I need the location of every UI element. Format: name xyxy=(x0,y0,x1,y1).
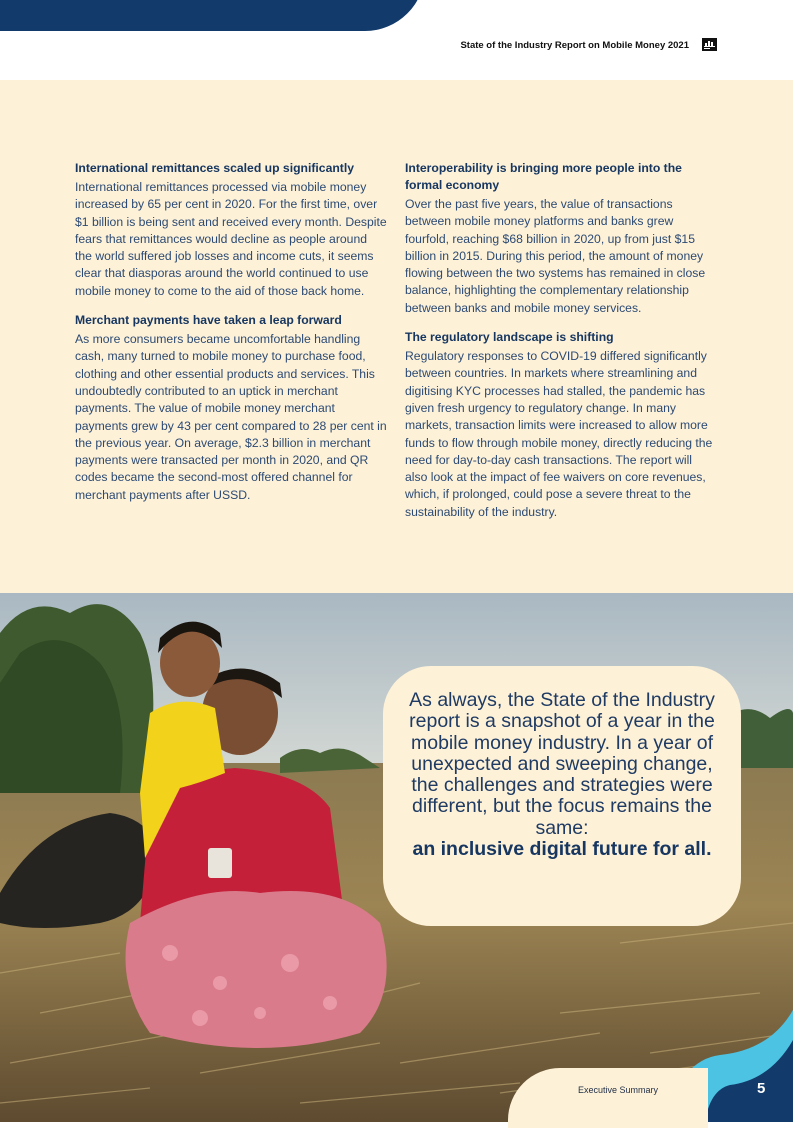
section-merchant-payments xyxy=(75,312,387,504)
report-title: State of the Industry Report on Mobile Money 2021 xyxy=(460,40,689,51)
report-logo-icon xyxy=(702,38,717,51)
pull-quote-text: As always, the State of the Industry report is a snapshot of a year in the mobile money industry. In a year of unexpected and sweeping change, the challenges and strategies were different, but the focus remains the same: xyxy=(409,689,715,839)
header-navy-tab xyxy=(0,0,425,31)
pull-quote-emphasis: an inclusive digital future for all. xyxy=(412,838,712,861)
section-label: Executive Summary xyxy=(578,1085,659,1095)
section-remittances xyxy=(75,160,387,300)
section-heading: The regulatory landscape is shifting xyxy=(405,330,614,345)
section-body: Regulatory responses to COVID-19 differed significantly between countries. In markets where streamlining and digitising KYC processes had stalled, the pandemic has given fresh urgency to regulatory change. In many markets, transaction limits were increased to allow more funds to flow through mobile money, directly reducing the need for day-to-day cash transactions. The report will also look at the impact of fee waivers on core revenues, which, if prolonged, could pose a severe threat to the sustainability of the industry. xyxy=(405,349,713,519)
pull-quote xyxy=(383,666,741,926)
section-regulatory xyxy=(405,329,717,521)
section-heading: Interoperability is bringing more people into the formal economy xyxy=(405,161,682,192)
section-interoperability xyxy=(405,160,717,317)
section-body: As more consumers became uncomfortable handling cash, many turned to mobile money to purchase food, clothing and other essential products and services. This undoubtedly contributed to an uptick in merchant payments. The value of mobile money merchant payments grew by 43 per cent compared to 28 per cent in the previous year. On average, $2.3 billion in merchant payments were transacted per month in 2020, and QR codes became the second-most offered channel for merchant payments after USSD. xyxy=(75,332,387,502)
left-column xyxy=(75,160,387,516)
section-body: International remittances processed via mobile money increased by 65 per cent in 2020. For the first time, over $1 billion is being sent and received every month. Despite fears that remittances would decline as people around the world suffered job losses and income cuts, it seems clear that diasporas around the world continued to use mobile money to come to the aid of those back home. xyxy=(75,180,387,298)
section-body: Over the past five years, the value of transactions between mobile money platforms and banks grew fourfold, reaching $68 billion in 2020, up from just $15 billion in 2015. During this period, the amount of money flowing between the two systems has remained in close balance, highlighting the complementary relationship between banks and mobile money services. xyxy=(405,197,706,315)
right-column xyxy=(405,160,717,533)
section-heading: Merchant payments have taken a leap forward xyxy=(75,313,342,328)
page-number: 5 xyxy=(757,1080,766,1097)
section-heading: International remittances scaled up significantly xyxy=(75,161,355,175)
footer-cream-tab xyxy=(508,1068,708,1128)
